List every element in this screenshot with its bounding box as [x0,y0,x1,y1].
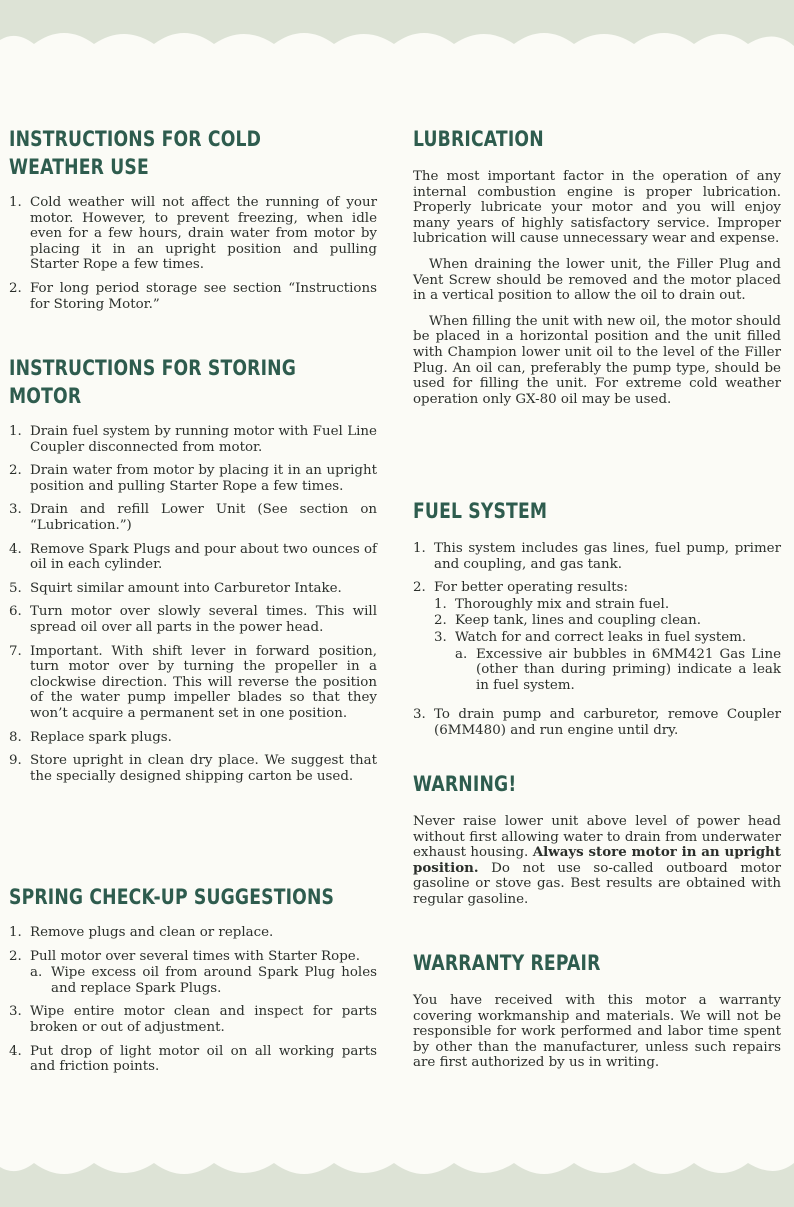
sub-item-text: Excessive air bubbles in 6MM421 Gas Line (other than during priming) indicate a leak in fuel system. [476,646,781,693]
list-item [9,424,377,455]
item-number: 1. [413,541,426,556]
heading-line-2: MOTOR [9,384,82,408]
list-item [9,730,377,746]
lubrication-paragraph-2: When draining the lower unit, the Filler Plug and Vent Screw should be removed and the motor placed in a vertical position to allow the oil to drain out. [413,256,781,304]
sub-item [434,597,781,613]
lubrication-paragraph-1: The most important factor in the operation of any internal combustion engine is proper lubrication. Properly lubricate your motor and you will enjoy many years of highly satisfactory service. Improper lubrication will cause unnecessary wear and expense. [413,169,781,247]
item-number: 3. [9,1004,22,1020]
item-text: Squirt similar amount into Carburetor Intake. [30,580,342,596]
sub-item-number: 3. [434,629,447,645]
item-number: 4. [9,541,22,557]
item-number: 9. [9,753,22,769]
cold-weather-list [9,195,377,312]
lubrication-heading: LUBRICATION [413,127,544,151]
sub-item-number: 1. [434,596,447,612]
sub-item-number: 2. [434,613,447,629]
item-text: Store upright in clean dry place. We suggest that the specially designed shipping carton be used. [30,753,377,784]
sub-item [434,630,781,646]
list-item [9,753,377,784]
spring-list [9,925,377,1075]
list-item [9,502,377,533]
item-number: 1. [9,925,22,940]
list-item [9,644,377,722]
warning-bold-text: Always store motor in an upright position. [413,844,781,876]
sub-item-text: Wipe excess oil from around Spark Plug holes and replace Spark Plugs. [51,965,377,996]
item-number: 5. [9,580,22,596]
sub-item-letter: a. [30,965,43,981]
heading-line-2: WEATHER USE [9,155,149,179]
item-text: Turn motor over slowly several times. This will spread oil over all parts in the power head. [30,604,377,635]
sub-item-letter: a. [455,646,468,662]
item-text: For long period storage see section “Instructions for Storing Motor.” [30,280,377,312]
item-text: Drain fuel system by running motor with Fuel Line Coupler disconnected from motor. [30,424,377,455]
sub-item-text: Thoroughly mix and strain fuel. [455,596,670,612]
list-item [9,195,377,273]
fuel-system-section [413,497,781,747]
item-text: To drain pump and carburetor, remove Coupler (6MM480) and run engine until dry. [434,707,781,738]
list-item [9,1044,377,1075]
item-number: 1. [9,195,22,210]
item-number: 2. [9,463,22,479]
list-item [9,463,377,494]
item-number: 3. [9,502,22,518]
storing-list [9,424,377,784]
item-number: 2. [9,948,22,964]
storing-section [9,354,377,792]
item-text: Remove Spark Plugs and pour about two ounces of oil in each cylinder. [30,541,377,573]
item-text: Cold weather will not affect the running of your motor. However, to prevent freezing, when idle even for a few hours, drain water from motor by placing it in an upright position and pulling Starter Rope a few times. [30,195,377,273]
sub-item [434,613,781,629]
sub-item-text: Keep tank, lines and coupling clean. [455,613,701,629]
list-item [9,604,377,635]
spring-section [9,883,377,1083]
list-item [9,542,377,573]
item-text: Put drop of light motor oil on all working parts and friction points. [30,1043,377,1075]
heading-line-1: INSTRUCTIONS FOR COLD [9,127,262,151]
list-item [9,281,377,312]
warning-text-2: Do not use so-called outboard motor gasoline or stove gas. Best results are obtained with regular gasoline. [413,860,781,907]
item-number: 8. [9,729,22,745]
lubrication-paragraph-3: When filling the unit with new oil, the motor should be placed in a horizontal position and the unit filled with Champion lower unit oil to the level of the Filler Plug. An oil can, preferably the pump type, should be used for filling the unit. For extreme cold weather operation only GX-80 oil may be used. [413,313,781,407]
item-number: 4. [9,1043,22,1059]
item-text: Remove plugs and clean or replace. [30,925,274,940]
item-text: Replace spark plugs. [30,729,172,745]
warning-text-1: Never raise lower unit above level of power head without first allowing water to drain from underwater exhaust housing. [413,814,781,861]
item-number: 7. [9,643,22,659]
list-item [9,581,377,597]
item-number: 6. [9,604,22,620]
item-text: Pull motor over several times with Starter Rope. [30,948,360,964]
item-text: For better operating results: [434,580,629,596]
warranty-heading: WARRANTY REPAIR [413,951,601,975]
top-scalloped-border [0,0,794,70]
item-text: Drain and refill Lower Unit (See section on “Lubrication.”) [30,502,377,533]
sub-item-text: Watch for and correct leaks in fuel system. [455,629,747,645]
fuel-system-heading: FUEL SYSTEM [413,499,548,523]
item-number: 2. [413,580,426,596]
item-text: Wipe entire motor clean and inspect for parts broken or out of adjustment. [30,1004,377,1035]
warning-paragraph [413,814,781,908]
item-text: This system includes gas lines, fuel pump, primer and coupling, and gas tank. [434,541,781,572]
storing-heading [9,354,377,410]
item-number: 2. [9,280,22,296]
item-number: 1. [9,424,22,439]
list-item [413,707,781,738]
bottom-scalloped-border [0,1137,794,1207]
warranty-section [413,949,781,1081]
cold-weather-heading [9,125,377,181]
sub-sub-item [434,647,781,694]
cold-weather-section [9,125,377,320]
sub-item [30,965,377,996]
list-item [413,580,781,693]
fuel-system-list [413,541,781,739]
heading-line-1: INSTRUCTIONS FOR STORING [9,356,297,380]
list-item [413,541,781,572]
list-item [9,949,377,997]
warning-heading: WARNING! [413,772,517,796]
list-item [9,1004,377,1035]
lubrication-section [413,125,781,417]
list-item [9,925,377,941]
warranty-paragraph: You have received with this motor a warranty covering workmanship and materials. We will not be responsible for work performed and labor time spent by other than the manufacturer, unless such repairs are first authorized by us in writing. [413,993,781,1071]
item-text: Drain water from motor by placing it in an upright position and pulling Starter Rope a few times. [30,463,377,494]
item-text: Important. With shift lever in forward position, turn motor over by turning the propeller in a clockwise direction. This will reverse the position of the water pump impeller blades so that they won’t acquire a permanent set in one position. [30,643,377,721]
warning-section [413,770,781,918]
item-number: 3. [413,707,426,723]
spring-heading: SPRING CHECK-UP SUGGESTIONS [9,885,335,909]
